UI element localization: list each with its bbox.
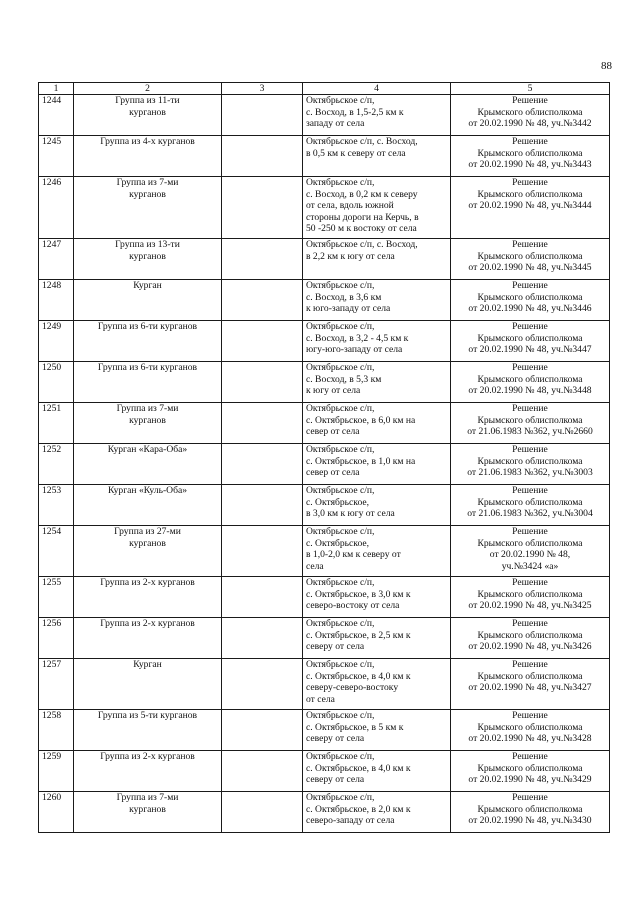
object-location-line: стороны дороги на Керчь, в — [306, 211, 419, 223]
object-location-line: с. Восход, в 1,5-2,5 км к — [306, 106, 404, 118]
object-location-line: Октябрьское с/п, — [306, 792, 375, 804]
decision-reference-line: от 20.02.1990 № 48, — [489, 549, 571, 561]
object-location — [303, 136, 451, 177]
decision-reference-line: Решение — [512, 95, 548, 107]
column-3-cell — [222, 177, 303, 239]
object-name — [74, 177, 222, 239]
object-location-line: к югу от села — [306, 385, 361, 397]
decision-reference-line: Решение — [512, 362, 548, 374]
object-location-line: Октябрьское с/п, с. Восход, — [306, 239, 418, 251]
object-name-line: курганов — [129, 414, 166, 426]
object-name-line: Группа из 7-ми — [116, 792, 179, 804]
decision-reference-line: от 20.02.1990 № 48, уч.№3447 — [468, 344, 592, 356]
decision-reference-line: Решение — [512, 618, 548, 630]
object-name-line: Группа из 6-ти курганов — [97, 362, 198, 374]
decision-reference-line: Крымского облисполкома — [477, 762, 583, 774]
column-3-cell — [222, 95, 303, 136]
decision-reference-line: Крымского облисполкома — [477, 106, 583, 118]
object-name — [74, 526, 222, 577]
object-location-line: в 3,0 км к югу от села — [306, 508, 395, 520]
object-location-line: Октябрьское с/п, — [306, 751, 375, 763]
object-location-line: с. Октябрьское, в 1,0 км на — [306, 455, 416, 467]
object-location-line: Октябрьское с/п, — [306, 95, 375, 107]
object-number: 1245 — [39, 136, 74, 177]
object-location-line: с. Октябрьское, в 2,5 км к — [306, 629, 411, 641]
column-header: 2 — [74, 83, 222, 95]
object-name — [74, 239, 222, 280]
column-3-cell — [222, 280, 303, 321]
column-3-cell — [222, 577, 303, 618]
object-location-line: Октябрьское с/п, — [306, 526, 375, 538]
object-name-line: Группа из 4-х курганов — [100, 136, 195, 148]
object-name-line: Группа из 6-ти курганов — [97, 321, 198, 333]
object-location — [303, 792, 451, 833]
object-location-line: 50 -250 м к востоку от села — [306, 223, 417, 235]
decision-reference-line: Крымского облисполкома — [477, 414, 583, 426]
object-location-line: Октябрьское с/п, — [306, 280, 375, 292]
object-name-line: курганов — [129, 537, 166, 549]
object-name — [74, 403, 222, 444]
object-location-line: югу-юго-западу от села — [306, 344, 403, 356]
object-location — [303, 403, 451, 444]
object-location — [303, 618, 451, 659]
object-location-line: северу-северо-востоку — [306, 682, 399, 694]
table-row — [39, 526, 610, 577]
decision-reference-line: Крымского облисполкома — [477, 455, 583, 467]
column-header: 1 — [39, 83, 74, 95]
object-location-line: север от села — [306, 467, 360, 479]
object-location — [303, 280, 451, 321]
object-number: 1257 — [39, 659, 74, 710]
table-row — [39, 659, 610, 710]
decision-reference — [451, 95, 610, 136]
object-location-line: с. Восход, в 5,3 км — [306, 373, 382, 385]
column-3-cell — [222, 444, 303, 485]
column-3-cell — [222, 362, 303, 403]
object-number: 1260 — [39, 792, 74, 833]
object-name-line: Группа из 7-ми — [116, 403, 179, 415]
object-number: 1252 — [39, 444, 74, 485]
decision-reference-line: Решение — [512, 280, 548, 292]
object-number: 1259 — [39, 751, 74, 792]
decision-reference-line: от 20.02.1990 № 48, уч.№3444 — [468, 200, 592, 212]
object-name — [74, 710, 222, 751]
decision-reference-line: от 20.02.1990 № 48, уч.№3442 — [468, 118, 592, 130]
column-header: 4 — [303, 83, 451, 95]
object-location — [303, 177, 451, 239]
object-location-line: от села, вдоль южной — [306, 200, 394, 212]
object-location-line: села — [306, 560, 324, 572]
object-location-line: Октябрьское с/п, — [306, 362, 375, 374]
object-location-line: Октябрьское с/п, — [306, 618, 375, 630]
object-name-line: Группа из 7-ми — [116, 177, 179, 189]
object-name-line: курганов — [129, 250, 166, 262]
object-location-line: в 1,0-2,0 км к северу от — [306, 549, 401, 561]
decision-reference — [451, 362, 610, 403]
page-number: 88 — [601, 60, 612, 72]
object-name — [74, 751, 222, 792]
table-row — [39, 95, 610, 136]
column-3-cell — [222, 710, 303, 751]
table-row — [39, 792, 610, 833]
object-name-line: Группа из 2-х курганов — [100, 751, 195, 763]
decision-reference-line: от 20.02.1990 № 48, уч.№3445 — [468, 262, 592, 274]
object-location — [303, 751, 451, 792]
object-location-line: к юго-западу от села — [306, 303, 391, 315]
column-header: 5 — [451, 83, 610, 95]
decision-reference-line: Решение — [512, 577, 548, 589]
object-location-line: Октябрьское с/п, — [306, 177, 375, 189]
object-name — [74, 792, 222, 833]
object-name-line: Группа из 2-х курганов — [100, 618, 195, 630]
decision-reference-line: Решение — [512, 321, 548, 333]
decision-reference-line: Решение — [512, 526, 548, 538]
object-location-line: север от села — [306, 426, 360, 438]
object-name — [74, 136, 222, 177]
column-3-cell — [222, 136, 303, 177]
column-number-row — [39, 83, 610, 95]
column-3-cell — [222, 321, 303, 362]
object-name-line: Курган — [133, 280, 162, 292]
decision-reference — [451, 280, 610, 321]
object-location-line: северу от села — [306, 774, 365, 786]
object-name — [74, 444, 222, 485]
object-location — [303, 362, 451, 403]
object-number: 1253 — [39, 485, 74, 526]
object-name — [74, 659, 222, 710]
table-row — [39, 362, 610, 403]
decision-reference-line: Решение — [512, 659, 548, 671]
table-row — [39, 618, 610, 659]
object-number: 1251 — [39, 403, 74, 444]
decision-reference-line: Решение — [512, 239, 548, 251]
object-location-line: Октябрьское с/п, — [306, 577, 375, 589]
decision-reference-line: от 20.02.1990 № 48, уч.№3425 — [468, 600, 592, 612]
decision-reference — [451, 239, 610, 280]
object-location-line: с. Восход, в 3,6 км — [306, 291, 382, 303]
decision-reference — [451, 485, 610, 526]
decision-reference-line: Крымского облисполкома — [477, 373, 583, 385]
decision-reference-line: от 20.02.1990 № 48, уч.№3448 — [468, 385, 592, 397]
decision-reference-line: Крымского облисполкома — [477, 147, 583, 159]
object-name — [74, 618, 222, 659]
decision-reference — [451, 444, 610, 485]
decision-reference-line: от 20.02.1990 № 48, уч.№3426 — [468, 641, 592, 653]
column-3-cell — [222, 659, 303, 710]
table-row — [39, 403, 610, 444]
object-number: 1258 — [39, 710, 74, 751]
decision-reference-line: Крымского облисполкома — [477, 291, 583, 303]
decision-reference-line: Крымского облисполкома — [477, 332, 583, 344]
object-name — [74, 362, 222, 403]
object-location-line: с. Восход, в 3,2 - 4,5 км к — [306, 332, 409, 344]
decision-reference-line: Крымского облисполкома — [477, 188, 583, 200]
decision-reference — [451, 659, 610, 710]
object-location — [303, 659, 451, 710]
decision-reference-line: Крымского облисполкома — [477, 496, 583, 508]
object-name-line: Курган — [133, 659, 162, 671]
decision-reference-line: Крымского облисполкома — [477, 721, 583, 733]
object-name — [74, 95, 222, 136]
decision-reference-line: Решение — [512, 403, 548, 415]
object-location-line: с. Октябрьское, в 3,0 км к — [306, 588, 411, 600]
object-location — [303, 239, 451, 280]
decision-reference-line: от 20.02.1990 № 48, уч.№3428 — [468, 733, 592, 745]
object-location-line: от села — [306, 693, 335, 705]
object-number: 1250 — [39, 362, 74, 403]
object-location-line: в 2,2 км к югу от села — [306, 250, 395, 262]
object-name — [74, 321, 222, 362]
decision-reference-line: Решение — [512, 444, 548, 456]
object-name-line: Группа из 2-х курганов — [100, 577, 195, 589]
object-name — [74, 280, 222, 321]
column-3-cell — [222, 751, 303, 792]
object-location-line: с. Октябрьское, в 4,0 км к — [306, 670, 411, 682]
object-location-line: с. Октябрьское, — [306, 537, 370, 549]
object-location-line: северу от села — [306, 641, 365, 653]
object-name-line: Курган «Кара-Оба» — [107, 444, 188, 456]
decision-reference — [451, 136, 610, 177]
decision-reference — [451, 710, 610, 751]
object-location-line: Октябрьское с/п, — [306, 403, 375, 415]
column-3-cell — [222, 485, 303, 526]
decision-reference-line: от 21.06.1983 №362, уч.№3004 — [467, 508, 593, 520]
decision-reference-line: Решение — [512, 792, 548, 804]
decision-reference-line: от 20.02.1990 № 48, уч.№3430 — [468, 815, 592, 827]
registry-body — [39, 95, 610, 833]
decision-reference-line: Крымского облисполкома — [477, 670, 583, 682]
object-location — [303, 485, 451, 526]
decision-reference-line: уч.№3424 «а» — [501, 560, 559, 572]
object-name-line: курганов — [129, 803, 166, 815]
table-row — [39, 577, 610, 618]
object-location-line: в 0,5 км к северу от села — [306, 147, 406, 159]
decision-reference — [451, 577, 610, 618]
object-number: 1249 — [39, 321, 74, 362]
object-location-line: северу от села — [306, 733, 365, 745]
table-row — [39, 444, 610, 485]
object-name — [74, 577, 222, 618]
column-3-cell — [222, 526, 303, 577]
object-location-line: северо-западу от села — [306, 815, 395, 827]
decision-reference-line: Крымского облисполкома — [477, 803, 583, 815]
object-number: 1246 — [39, 177, 74, 239]
decision-reference-line: от 21.06.1983 №362, уч.№2660 — [467, 426, 593, 438]
object-location-line: западу от села — [306, 118, 365, 130]
object-location-line: Октябрьское с/п, — [306, 659, 375, 671]
decision-reference — [451, 618, 610, 659]
object-location — [303, 710, 451, 751]
object-name-line: Группа из 11-ти — [115, 95, 180, 107]
decision-reference — [451, 751, 610, 792]
object-location-line: Октябрьское с/п, — [306, 710, 375, 722]
decision-reference-line: от 21.06.1983 №362, уч.№3003 — [467, 467, 593, 479]
decision-reference-line: от 20.02.1990 № 48, уч.№3427 — [468, 682, 592, 694]
object-name-line: Курган «Куль-Оба» — [107, 485, 188, 497]
decision-reference — [451, 177, 610, 239]
decision-reference-line: от 20.02.1990 № 48, уч.№3446 — [468, 303, 592, 315]
table-row — [39, 136, 610, 177]
object-location-line: с. Октябрьское, — [306, 496, 370, 508]
object-name — [74, 485, 222, 526]
object-number: 1247 — [39, 239, 74, 280]
object-name-line: курганов — [129, 106, 166, 118]
object-location — [303, 577, 451, 618]
decision-reference — [451, 526, 610, 577]
decision-reference — [451, 321, 610, 362]
table-row — [39, 485, 610, 526]
table-row — [39, 751, 610, 792]
table-row — [39, 710, 610, 751]
column-header: 3 — [222, 83, 303, 95]
decision-reference — [451, 792, 610, 833]
object-location-line: с. Октябрьское, в 2,0 км к — [306, 803, 411, 815]
object-location-line: с. Октябрьское, в 6,0 км на — [306, 414, 416, 426]
table-row — [39, 321, 610, 362]
object-name-line: Группа из 5-ти курганов — [97, 710, 198, 722]
object-location — [303, 95, 451, 136]
table-row — [39, 177, 610, 239]
object-location-line: Октябрьское с/п, — [306, 444, 375, 456]
decision-reference-line: от 20.02.1990 № 48, уч.№3443 — [468, 159, 592, 171]
object-number: 1254 — [39, 526, 74, 577]
object-number: 1248 — [39, 280, 74, 321]
object-name-line: курганов — [129, 188, 166, 200]
table-row — [39, 239, 610, 280]
decision-reference-line: Решение — [512, 177, 548, 189]
decision-reference-line: Крымского облисполкома — [477, 629, 583, 641]
object-location-line: с. Восход, в 0,2 км к северу — [306, 188, 418, 200]
object-location-line: с. Октябрьское, в 4,0 км к — [306, 762, 411, 774]
object-number: 1255 — [39, 577, 74, 618]
object-location — [303, 526, 451, 577]
object-location — [303, 444, 451, 485]
decision-reference-line: Крымского облисполкома — [477, 537, 583, 549]
decision-reference-line: Решение — [512, 751, 548, 763]
column-3-cell — [222, 239, 303, 280]
table-row — [39, 280, 610, 321]
object-location — [303, 321, 451, 362]
decision-reference-line: Решение — [512, 710, 548, 722]
object-location-line: с. Октябрьское, в 5 км к — [306, 721, 404, 733]
heritage-registry-table — [38, 82, 610, 833]
object-number: 1256 — [39, 618, 74, 659]
decision-reference-line: Крымского облисполкома — [477, 588, 583, 600]
object-location-line: Октябрьское с/п, — [306, 321, 375, 333]
object-name-line: Группа из 13-ти — [115, 239, 180, 251]
decision-reference — [451, 403, 610, 444]
column-3-cell — [222, 618, 303, 659]
decision-reference-line: Крымского облисполкома — [477, 250, 583, 262]
object-location-line: северо-востоку от села — [306, 600, 400, 612]
column-3-cell — [222, 403, 303, 444]
column-3-cell — [222, 792, 303, 833]
object-location-line: Октябрьское с/п, — [306, 485, 375, 497]
decision-reference-line: от 20.02.1990 № 48, уч.№3429 — [468, 774, 592, 786]
decision-reference-line: Решение — [512, 485, 548, 497]
object-number: 1244 — [39, 95, 74, 136]
decision-reference-line: Решение — [512, 136, 548, 148]
object-name-line: Группа из 27-ми — [114, 526, 181, 538]
object-location-line: Октябрьское с/п, с. Восход, — [306, 136, 418, 148]
